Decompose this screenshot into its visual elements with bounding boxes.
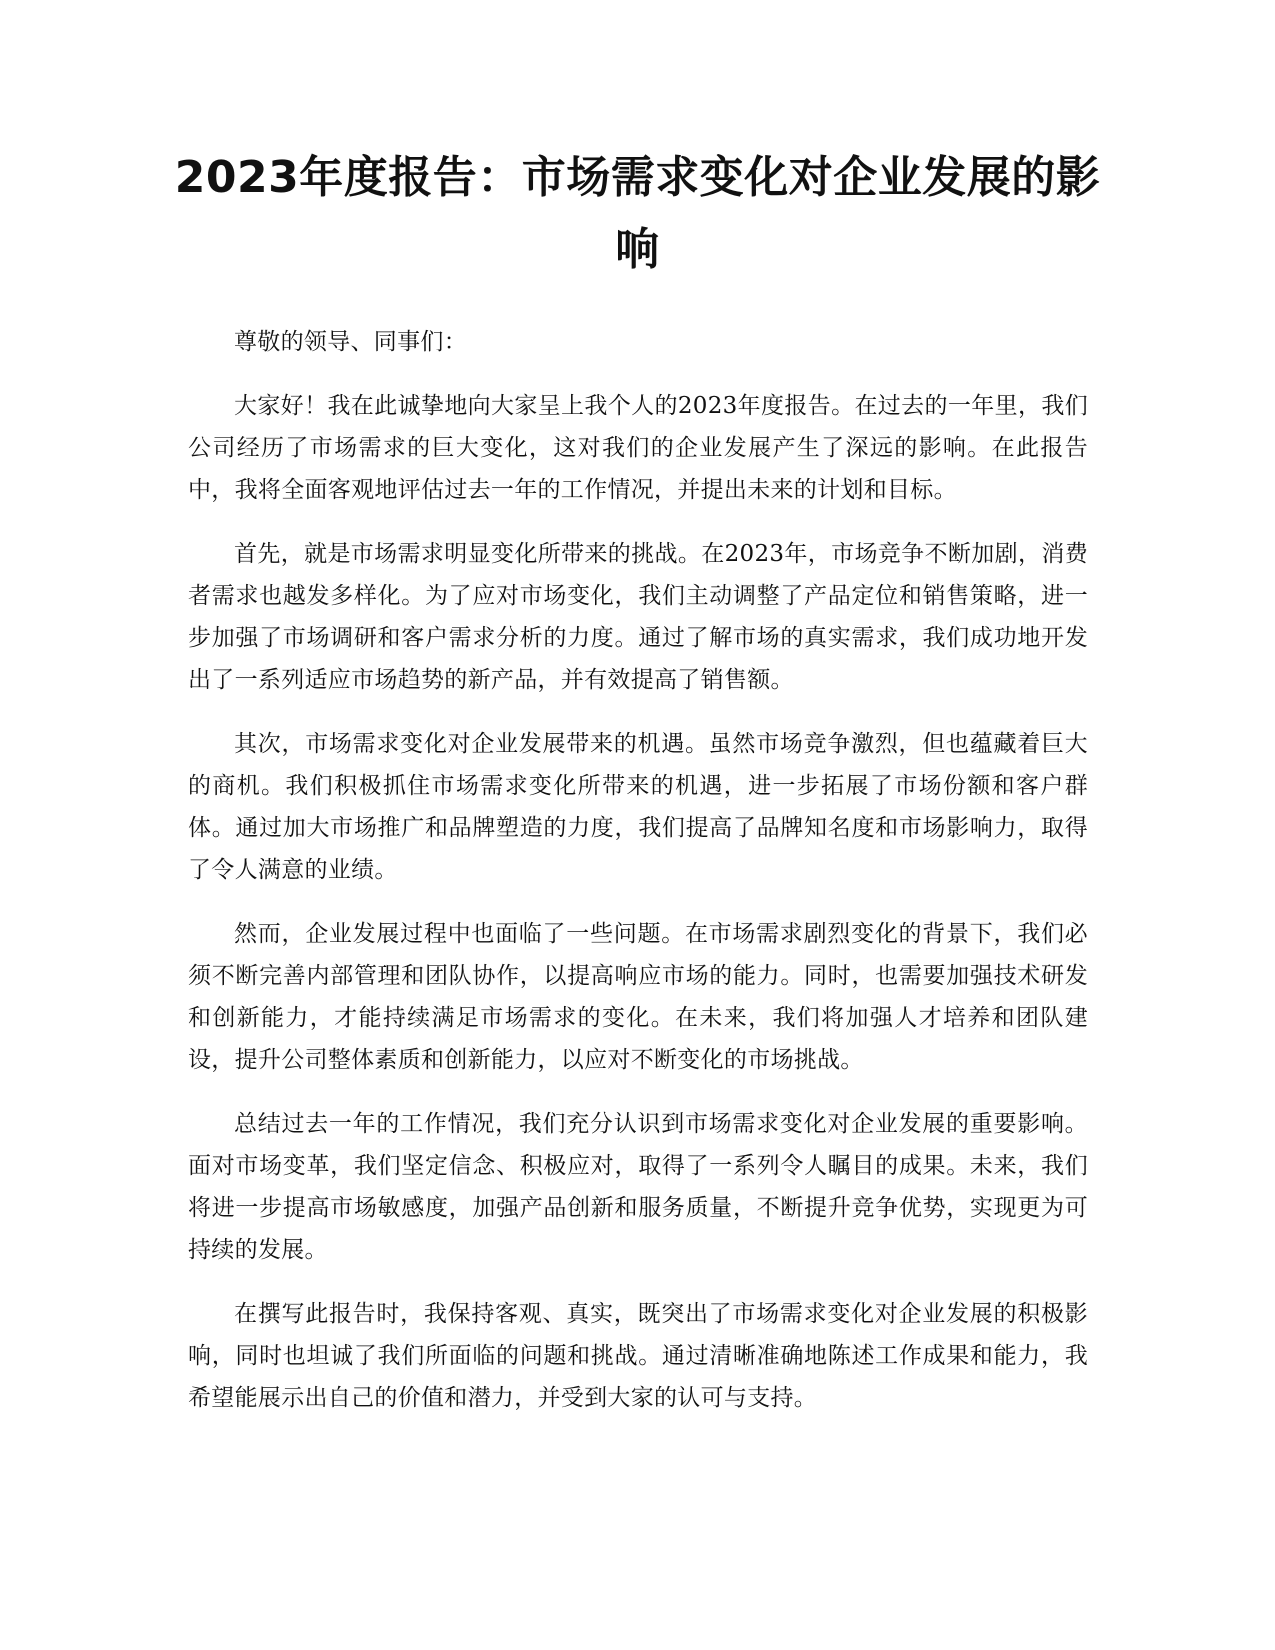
paragraph-problems: 然而，企业发展过程中也面临了一些问题。在市场需求剧烈变化的背景下，我们必须不断完善内部管理和团队协作，以提高响应市场的能力。同时，也需要加强技术研发和创新能力，才能持续满足市场需求的变化。在未来，我们将加强人才培养和团队建设，提升公司整体素质和创新能力，以应对不断变化的市场挑战。 <box>188 921 1088 1073</box>
paragraph-closing: 在撰写此报告时，我保持客观、真实，既突出了市场需求变化对企业发展的积极影响，同时也坦诚了我们所面临的问题和挑战。通过清晰准确地陈述工作成果和能力，我希望能展示出自己的价值和潜力，并受到大家的认可与支持。 <box>188 1301 1088 1411</box>
paragraph-challenges: 首先，就是市场需求明显变化所带来的挑战。在2023年，市场竞争不断加剧，消费者需求也越发多样化。为了应对市场变化，我们主动调整了产品定位和销售策略，进一步加强了市场调研和客户需求分析的力度。通过了解市场的真实需求，我们成功地开发出了一系列适应市场趋势的新产品，并有效提高了销售额。 <box>188 541 1088 693</box>
document-title: 2023年度报告：市场需求变化对企业发展的影响 <box>174 152 1101 275</box>
paragraph-intro: 大家好！我在此诚挚地向大家呈上我个人的2023年度报告。在过去的一年里，我们公司经历了市场需求的巨大变化，这对我们的企业发展产生了深远的影响。在此报告中，我将全面客观地评估过去一年的工作情况，并提出未来的计划和目标。 <box>188 393 1088 503</box>
paragraph-opportunities: 其次，市场需求变化对企业发展带来的机遇。虽然市场竞争激烈，但也蕴藏着巨大的商机。我们积极抓住市场需求变化所带来的机遇，进一步拓展了市场份额和客户群体。通过加大市场推广和品牌塑造的力度，我们提高了品牌知名度和市场影响力，取得了令人满意的业绩。 <box>188 731 1088 883</box>
salutation: 尊敬的领导、同事们： <box>234 329 467 355</box>
document-body <box>188 321 1088 1441</box>
paragraph-summary: 总结过去一年的工作情况，我们充分认识到市场需求变化对企业发展的重要影响。面对市场变革，我们坚定信念、积极应对，取得了一系列令人瞩目的成果。未来，我们将进一步提高市场敏感度，加强产品创新和服务质量，不断提升竞争优势，实现更为可持续的发展。 <box>188 1111 1088 1263</box>
